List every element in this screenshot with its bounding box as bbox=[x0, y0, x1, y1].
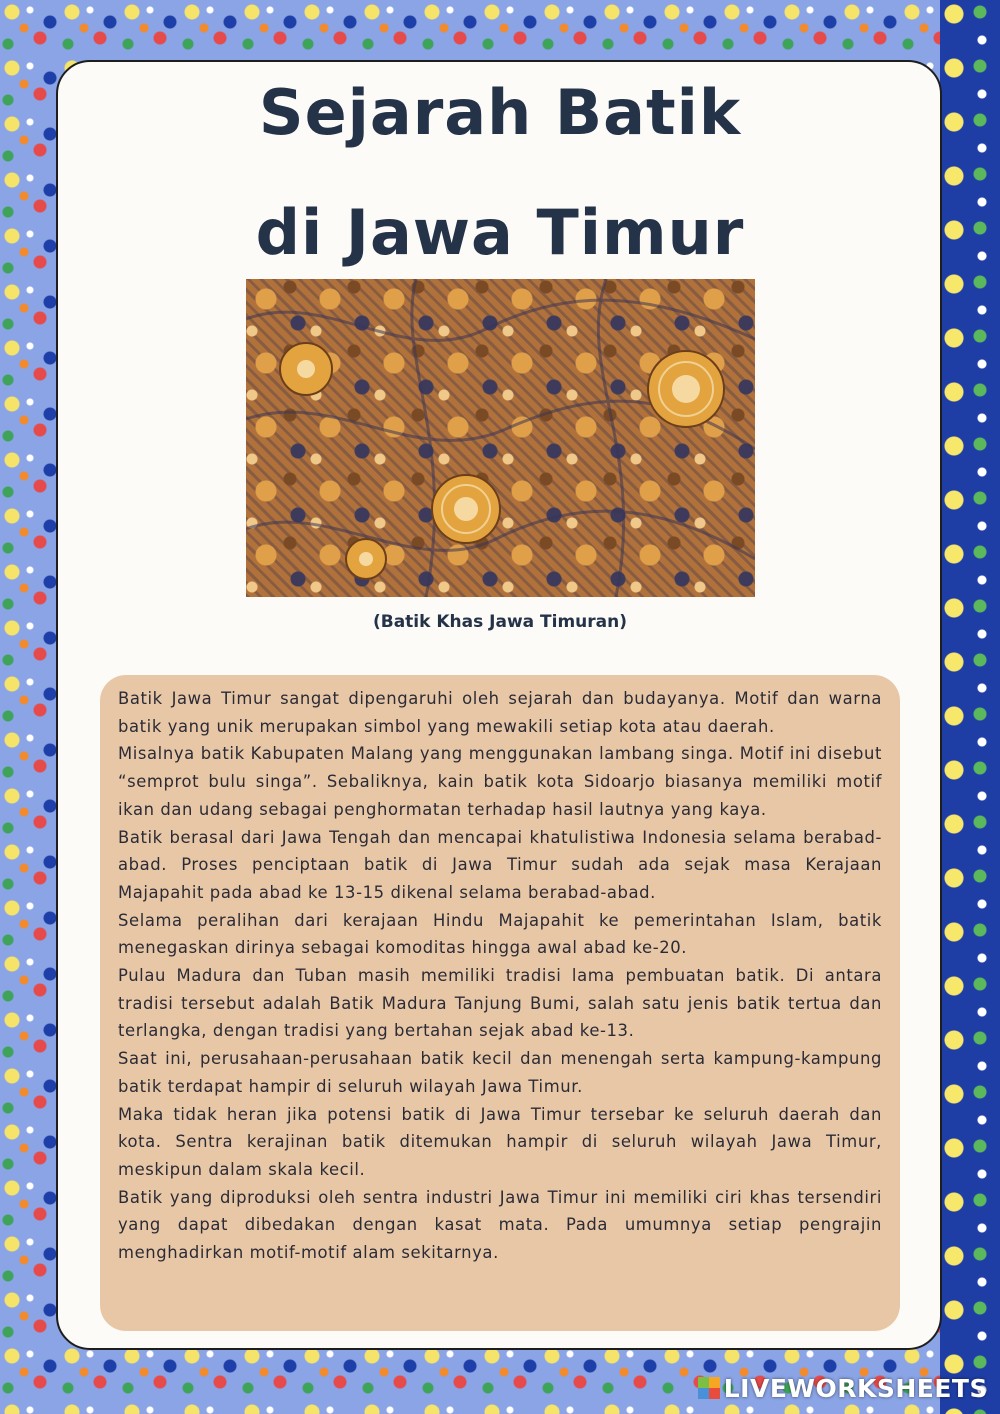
paragraph: Batik berasal dari Jawa Tengah dan mencapai khatulistiwa Indonesia selama berabad-abad. Proses penciptaan batik di Jawa Timur sudah ada sejak masa Kerajaan Majapahit pada abad ke 13-15 dikenal selama berabad-abad. bbox=[118, 827, 882, 902]
paragraph: Maka tidak heran jika potensi batik di Jawa Timur tersebar ke seluruh daerah dan kota. Sentra kerajinan batik ditemukan hampir di seluruh wilayah Jawa Timur, meskipun dalam skala kecil. bbox=[118, 1104, 882, 1179]
liveworksheets-brand-text: LIVEWORKSHEETS bbox=[723, 1373, 988, 1403]
image-caption: (Batik Khas Jawa Timuran) bbox=[372, 612, 628, 632]
page-title-line-2: di Jawa Timur bbox=[255, 196, 745, 269]
batik-pattern-illustration bbox=[246, 279, 755, 597]
paragraph: Batik yang diproduksi oleh sentra industri Jawa Timur ini memiliki ciri khas tersendiri yang dapat dibedakan dengan kasat mata. Pada umumnya setiap pengrajin menghadirkan motif-motif alam sekitarnya. bbox=[118, 1187, 882, 1263]
paragraph: Saat ini, perusahaan-perusahaan batik kecil dan menengah serta kampung-kampung batik terdapat hampir di seluruh wilayah Jawa Timur. bbox=[118, 1049, 882, 1096]
paragraph: Selama peralihan dari kerajaan Hindu Majapahit ke pemerintahan Islam, batik menegaskan dirinya sebagai komoditas hingga awal abad ke-20. bbox=[118, 910, 882, 958]
liveworksheets-logo[interactable] bbox=[698, 1372, 988, 1404]
page-title-line-1: Sejarah Batik bbox=[258, 76, 742, 149]
paragraph: Misalnya batik Kabupaten Malang yang menggunakan lambang singa. Motif ini disebut “semprot bulu singa”. Sebaliknya, kain batik kota Sidoarjo biasanya memiliki motif ikan dan udang sebagai penghormatan terhadap hasil lautnya yang kaya. bbox=[118, 744, 882, 819]
paragraph: Pulau Madura dan Tuban masih memiliki tradisi lama pembuatan batik. Di antara tradisi tersebut adalah Batik Madura Tanjung Bumi, salah satu jenis batik tertua dan terlangka, dengan tradisi yang bertahan sejak abad ke-13. bbox=[118, 966, 882, 1041]
article-text-box bbox=[100, 675, 900, 1331]
liveworksheets-logo-icon bbox=[698, 1377, 720, 1399]
batik-photo bbox=[246, 279, 755, 597]
paragraph: Batik Jawa Timur sangat dipengaruhi oleh sejarah dan budayanya. Motif dan warna batik yang unik merupakan simbol yang mewakili setiap kota atau daerah. bbox=[118, 689, 882, 736]
